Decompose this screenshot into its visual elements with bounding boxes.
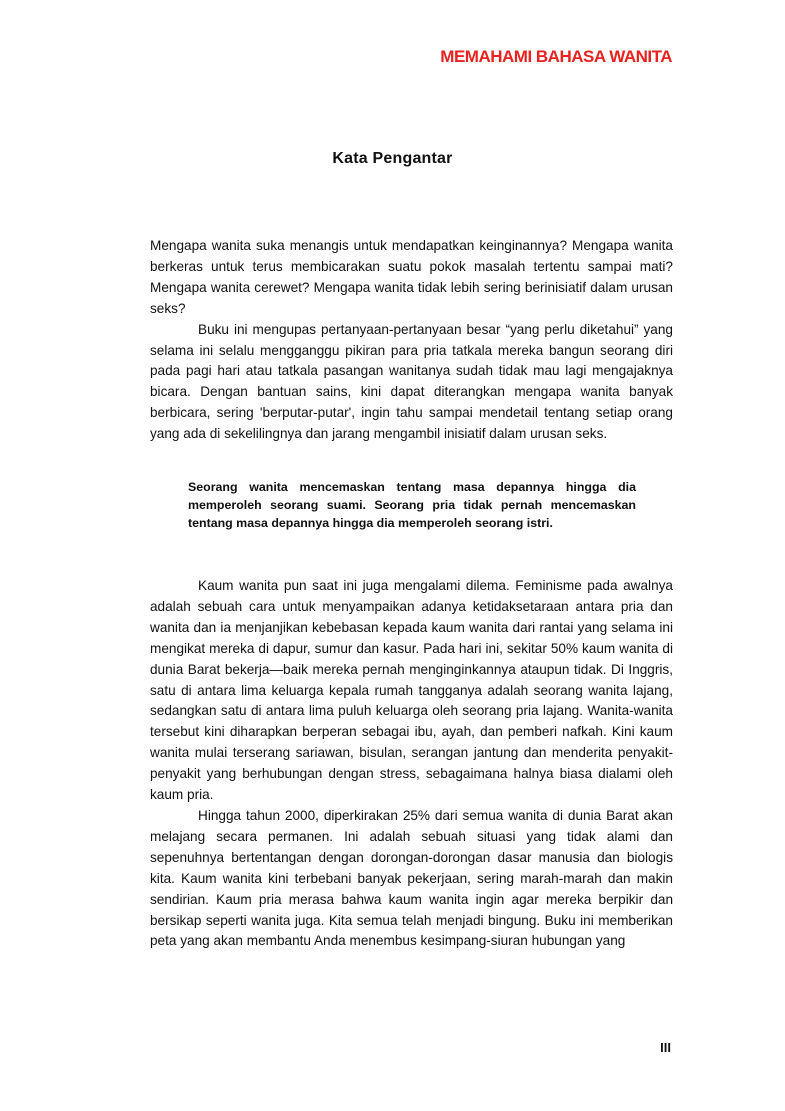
- running-header-title: MEMAHAMI BAHASA WANITA: [440, 47, 672, 66]
- paragraph-questions: Mengapa wanita suka menangis untuk mendapatkan keinginannya? Mengapa wanita berkeras untuk terus membicarakan suatu pokok masalah tertentu sampai mati? Mengapa wanita cerewet? Mengapa wanita tidak lebih sering berinisiatif dalam urusan seks?: [150, 238, 673, 316]
- chapter-title: Kata Pengantar: [332, 150, 453, 167]
- paragraph-year-2000: Hingga tahun 2000, diperkirakan 25% dari semua wanita di dunia Barat akan melajang secara permanen. Ini adalah sebuah situasi yang tidak alami dan sepenuhnya bertentangan dengan dorongan-dorongan dasar manusia dan biologis kita. Kaum wanita kini terbebani banyak pekerjaan, sering marah-marah dan makin sendirian. Kaum pria merasa bahwa kaum wanita ingin agar mereka berpikir dan bersikap seperti wanita juga. Kita semua telah menjadi bingung. Buku ini memberikan peta yang akan membantu Anda menembus kesimpang-siuran hubungan yang: [150, 807, 673, 949]
- pull-quote: Seorang wanita mencemaskan tentang masa depannya hingga dia memperoleh seorang suami. Seorang pria tidak pernah mencemaskan tentang masa depannya hingga dia memperoleh seorang istri.: [188, 480, 636, 531]
- paragraph-book-overview: Buku ini mengupas pertanyaan-pertanyaan besar “yang perlu diketahui” yang selama ini selalu mengganggu pikiran para pria tatkala mereka bangun seorang diri pada pagi hari atau tatkala pasangan wanitanya sudah tidak mau lagi mengajaknya bicara. Dengan bantuan sains, kini dapat diterangkan mengapa wanita banyak berbicara, sering 'berputar-putar', ingin tahu sampai mendetail tentang setiap orang yang ada di sekelilingnya dan jarang mengambil inisiatif dalam urusan seks.: [150, 321, 673, 442]
- page-number: III: [660, 1040, 671, 1055]
- paragraph-dilemma: Kaum wanita pun saat ini juga mengalami dilema. Feminisme pada awalnya adalah sebuah cara untuk menyampaikan adanya ketidaksetaraan antara pria dan wanita dan ia menjanjikan kebebasan kepada kaum wanita dari rantai yang selama ini mengikat mereka di dapur, sumur dan kasur. Pada hari ini, sekitar 50% kaum wanita di dunia Barat bekerja—baik mereka pernah menginginkannya ataupun tidak. Di Inggris, satu di antara lima keluarga kepala rumah tangganya adalah seorang wanita lajang, sedangkan satu di antara lima puluh keluarga oleh seorang pria lajang. Wanita-wanita tersebut kini diharapkan berperan sebagai ibu, ayah, dan pemberi nafkah. Kini kaum wanita mulai terserang sariawan, bisulan, serangan jantung dan menderita penyakit-penyakit yang berhubungan dengan stress, sebagaimana halnya biasa dialami oleh kaum pria.: [150, 578, 673, 803]
- main-text-block: [150, 576, 673, 952]
- intro-text-block: [150, 236, 673, 445]
